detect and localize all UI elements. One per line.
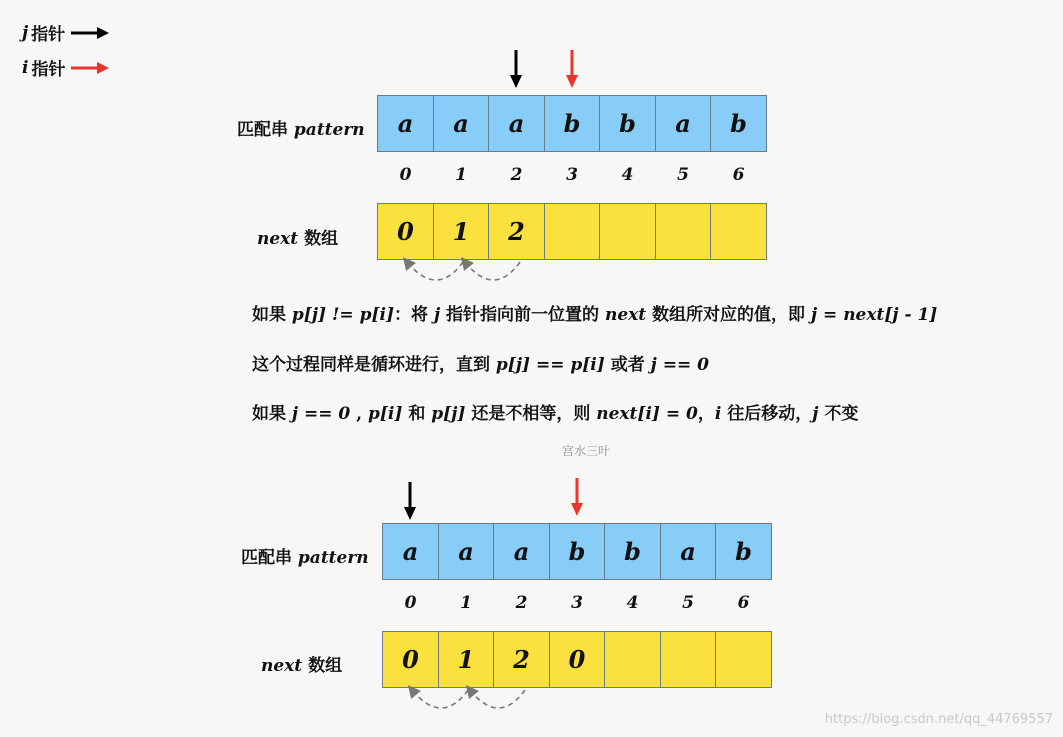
description-line-2 bbox=[252, 350, 709, 375]
next-label-en: next bbox=[261, 656, 303, 676]
next-cell-6 bbox=[710, 203, 767, 260]
i-pointer-arrow-icon bbox=[564, 50, 580, 88]
desc1-text-1: 如果 bbox=[252, 305, 292, 325]
pattern-row-label bbox=[241, 543, 369, 568]
next-label-cn: 数组 bbox=[308, 656, 343, 676]
index-label-6: 6 bbox=[737, 593, 750, 613]
desc1-code-4: j = next[j - 1] bbox=[810, 305, 938, 325]
desc3-code-2: p[i] bbox=[368, 404, 403, 424]
i-pointer-arrow-icon bbox=[569, 478, 585, 516]
backtrack-arcs bbox=[377, 258, 537, 288]
pattern-cell-0: a bbox=[377, 95, 434, 152]
author-watermark: 宫水三叶 bbox=[562, 444, 611, 458]
pattern-label-en: pattern bbox=[297, 548, 369, 568]
pattern-cells bbox=[377, 95, 766, 152]
next-row-label bbox=[257, 224, 338, 249]
index-label-0: 0 bbox=[404, 593, 417, 613]
desc3-text-3: 和 bbox=[402, 404, 432, 424]
desc1-text-4: 数组所对应的值，即 bbox=[646, 305, 811, 325]
backtrack-arcs bbox=[382, 686, 542, 716]
next-cell-4 bbox=[604, 631, 661, 688]
desc3-code-6: j bbox=[812, 404, 819, 424]
j-pointer-arrow-icon bbox=[402, 482, 418, 520]
pattern-cell-6: b bbox=[715, 523, 772, 580]
legend-j-arrow-icon bbox=[71, 26, 109, 40]
desc3-text-7: 不变 bbox=[818, 404, 859, 424]
index-label-2: 2 bbox=[510, 165, 523, 185]
pattern-cell-2: a bbox=[488, 95, 545, 152]
pattern-cell-1: a bbox=[433, 95, 490, 152]
legend-j-var: j bbox=[22, 22, 29, 43]
pattern-label-cn: 匹配串 bbox=[241, 548, 292, 568]
pattern-cell-4: b bbox=[599, 95, 656, 152]
index-label-1: 1 bbox=[460, 593, 472, 613]
index-label-6: 6 bbox=[732, 165, 745, 185]
desc3-code-5: i bbox=[714, 404, 722, 424]
desc3-text-5: ， bbox=[697, 404, 715, 424]
next-cell-3 bbox=[544, 203, 601, 260]
next-cell-4 bbox=[599, 203, 656, 260]
description-line-1 bbox=[252, 300, 937, 325]
next-cell-5 bbox=[655, 203, 712, 260]
desc3-text-1: 如果 bbox=[252, 404, 292, 424]
desc1-code-2: j bbox=[433, 305, 441, 325]
desc3-text-6: 往后移动， bbox=[721, 404, 813, 424]
desc1-text-2: ：将 bbox=[394, 305, 434, 325]
index-label-0: 0 bbox=[399, 165, 412, 185]
pattern-cell-2: a bbox=[493, 523, 550, 580]
next-cell-6 bbox=[715, 631, 772, 688]
index-label-5: 5 bbox=[677, 165, 689, 185]
desc3-text-4: 还是不相等，则 bbox=[465, 404, 597, 424]
desc3-code-3: p[j] bbox=[431, 404, 466, 424]
legend-j bbox=[22, 20, 109, 45]
pattern-cell-3: b bbox=[544, 95, 601, 152]
desc2-code-2: j == 0 bbox=[650, 355, 709, 375]
source-url-watermark: https://blog.csdn.net/qq_44769557 bbox=[824, 712, 1053, 727]
next-cell-2: 2 bbox=[493, 631, 550, 688]
arc-1-to-0 bbox=[412, 690, 468, 708]
next-cell-3: 0 bbox=[549, 631, 606, 688]
desc1-code-3: next bbox=[604, 305, 647, 325]
index-row bbox=[377, 165, 766, 185]
desc3-text-2: , bbox=[350, 404, 368, 424]
next-label-cn: 数组 bbox=[304, 229, 339, 249]
next-label-en: next bbox=[257, 229, 299, 249]
pattern-cells bbox=[382, 523, 771, 580]
arc-1-to-0 bbox=[407, 262, 463, 280]
desc2-text-1: 这个过程同样是循环进行，直到 bbox=[252, 355, 496, 375]
index-label-4: 4 bbox=[621, 165, 634, 185]
pattern-label-en: pattern bbox=[293, 120, 365, 140]
legend-i bbox=[22, 55, 109, 80]
legend-j-label: 指针 bbox=[31, 25, 66, 45]
pattern-cell-3: b bbox=[549, 523, 606, 580]
pattern-cell-5: a bbox=[655, 95, 712, 152]
j-pointer-arrow-icon bbox=[508, 50, 524, 88]
next-cells bbox=[377, 203, 766, 260]
description-line-3 bbox=[252, 399, 858, 424]
next-cell-5 bbox=[660, 631, 717, 688]
pattern-label-cn: 匹配串 bbox=[237, 120, 288, 140]
pattern-cell-0: a bbox=[382, 523, 439, 580]
desc3-code-4: next[i] = 0 bbox=[596, 404, 698, 424]
arc-2-to-1 bbox=[470, 690, 525, 708]
pattern-cell-5: a bbox=[660, 523, 717, 580]
index-row bbox=[382, 593, 771, 613]
arc-2-to-1 bbox=[465, 262, 520, 280]
pattern-cell-6: b bbox=[710, 95, 767, 152]
pattern-cell-4: b bbox=[604, 523, 661, 580]
desc3-code-1: j == 0 bbox=[291, 404, 351, 424]
next-cell-1: 1 bbox=[438, 631, 495, 688]
index-label-3: 3 bbox=[566, 165, 578, 185]
next-cells bbox=[382, 631, 771, 688]
desc1-code-1: p[j] != p[i] bbox=[291, 305, 395, 325]
next-cell-1: 1 bbox=[433, 203, 490, 260]
next-row-label bbox=[261, 651, 342, 676]
desc2-text-2: 或者 bbox=[604, 355, 651, 375]
desc2-code-1: p[j] == p[i] bbox=[495, 355, 605, 375]
desc1-text-3: 指针指向前一位置的 bbox=[440, 305, 605, 325]
index-label-4: 4 bbox=[626, 593, 639, 613]
next-cell-0: 0 bbox=[382, 631, 439, 688]
next-cell-2: 2 bbox=[488, 203, 545, 260]
legend-i-var: i bbox=[22, 57, 29, 78]
index-label-3: 3 bbox=[571, 593, 583, 613]
pattern-row-label bbox=[237, 115, 365, 140]
legend-i-label: 指针 bbox=[31, 60, 66, 80]
index-label-5: 5 bbox=[682, 593, 694, 613]
index-label-2: 2 bbox=[515, 593, 528, 613]
legend-i-arrow-icon bbox=[71, 61, 109, 75]
next-cell-0: 0 bbox=[377, 203, 434, 260]
index-label-1: 1 bbox=[455, 165, 467, 185]
pattern-cell-1: a bbox=[438, 523, 495, 580]
